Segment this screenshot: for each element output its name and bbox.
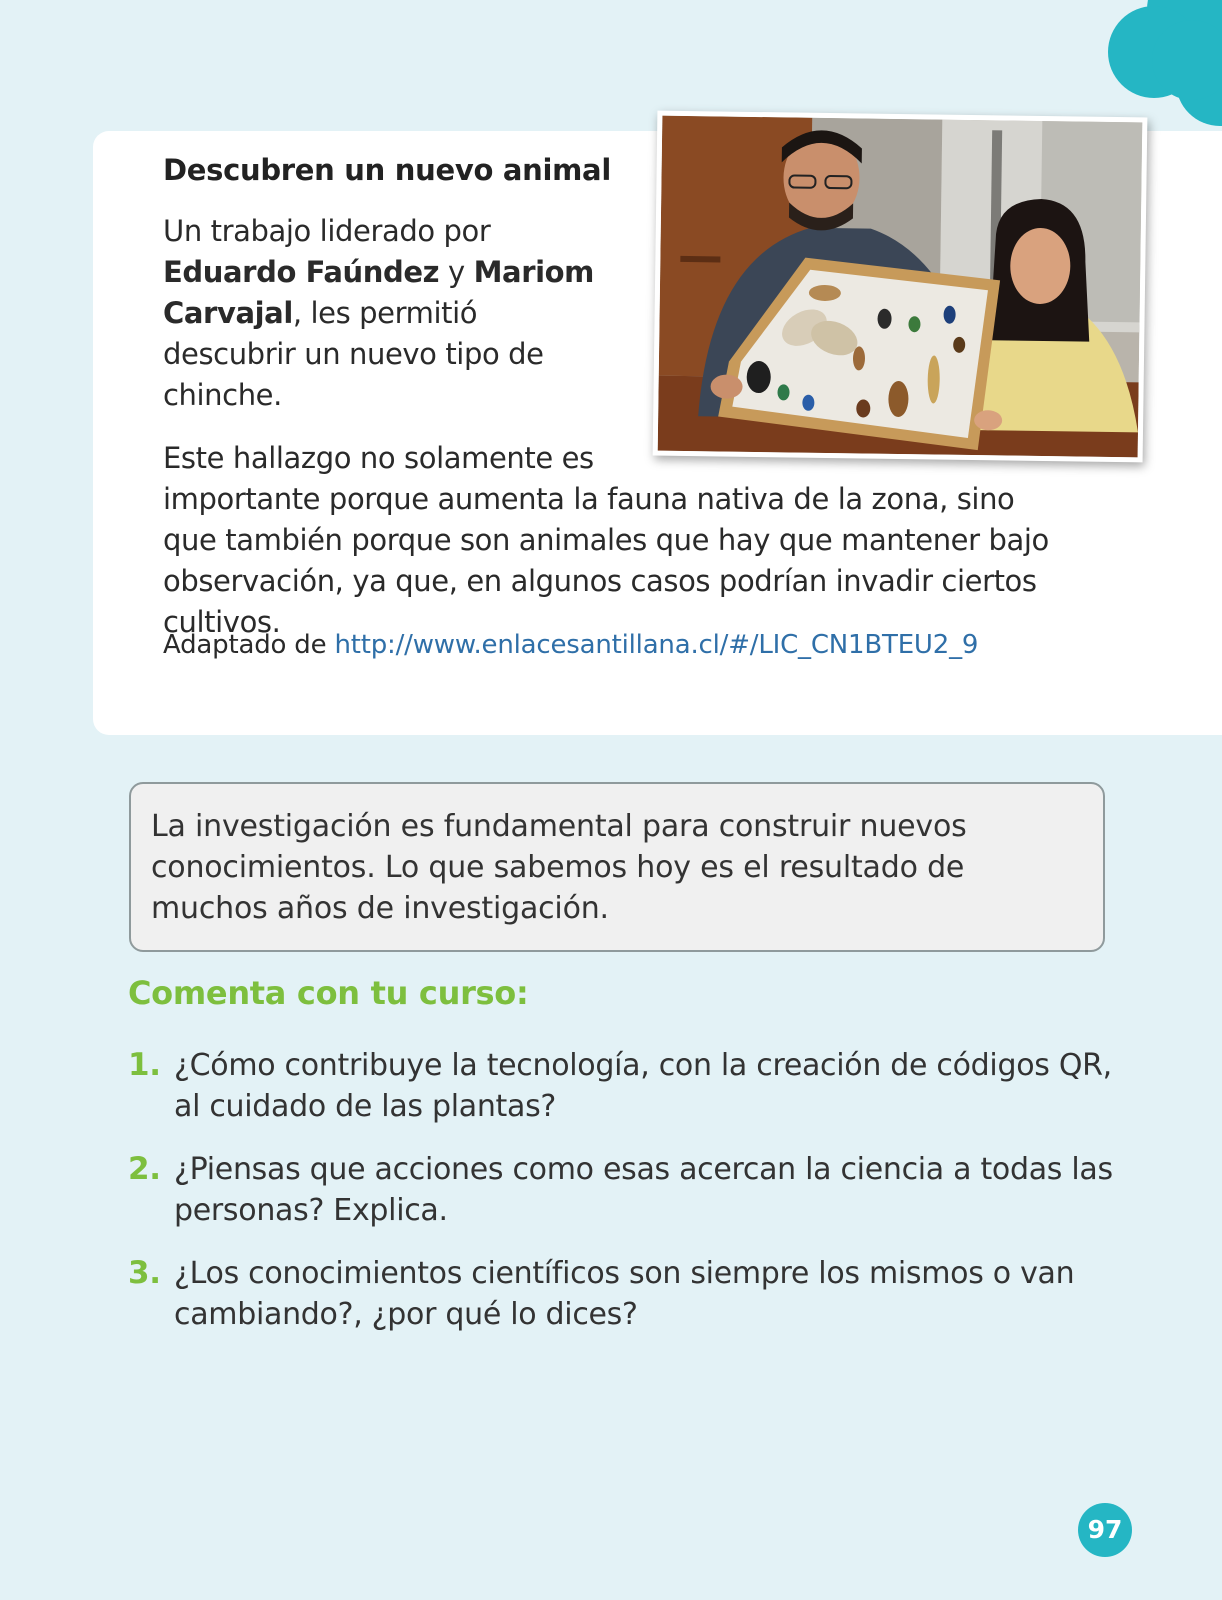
question-item — [128, 1045, 1118, 1127]
question-text: ¿Piensas que acciones como esas acercan la ciencia a todas las personas? Explica. — [174, 1152, 1113, 1228]
researcher-name-1: Eduardo Faúndez — [163, 255, 440, 289]
question-text: ¿Cómo contribuye la tecnología, con la creación de códigos QR, al cuidado de las plantas? — [174, 1048, 1112, 1124]
question-text: ¿Los conocimientos científicos son siempre los mismos o van cambiando?, ¿por qué lo dices? — [174, 1256, 1075, 1332]
article-title: Descubren un nuevo animal — [163, 153, 611, 187]
question-number: 1. — [128, 1047, 161, 1083]
question-number: 2. — [128, 1151, 161, 1187]
researchers-photo — [653, 111, 1148, 463]
question-item — [128, 1149, 1118, 1231]
discussion-heading: Comenta con tu curso: — [128, 974, 529, 1012]
researcher-name-2: Mariom Carvajal — [163, 255, 594, 330]
source-link[interactable]: http://www.enlacesantillana.cl/#/LIC_CN1BTEU2_9 — [334, 630, 979, 660]
info-box: La investigación es fundamental para construir nuevos conocimientos. Lo que sabemos hoy es el resultado de muchos años de investigación. — [129, 782, 1105, 952]
page-number: 97 — [1078, 1503, 1132, 1557]
question-list — [128, 1045, 1118, 1357]
cloud-corner-decoration — [1092, 0, 1222, 130]
article-paragraph-2: Este hallazgo no solamente es importante porque aumenta la fauna nativa de la zona, sino que también porque son animales que hay que mantener bajo observación, ya que, en algunos casos podrían invadir ciertos cultivos. — [163, 441, 1049, 639]
question-number: 3. — [128, 1255, 161, 1291]
question-item — [128, 1253, 1118, 1335]
source-citation: Adaptado de http://www.enlacesantillana.cl/#/LIC_CN1BTEU2_9 — [163, 630, 979, 660]
article-paragraph-1: Un trabajo liderado por Eduardo Faúndez y Mariom Carvajal, les permitió descubrir un nuevo tipo de chinche. — [163, 214, 594, 412]
researchers-with-insect-collection-image — [658, 116, 1143, 458]
